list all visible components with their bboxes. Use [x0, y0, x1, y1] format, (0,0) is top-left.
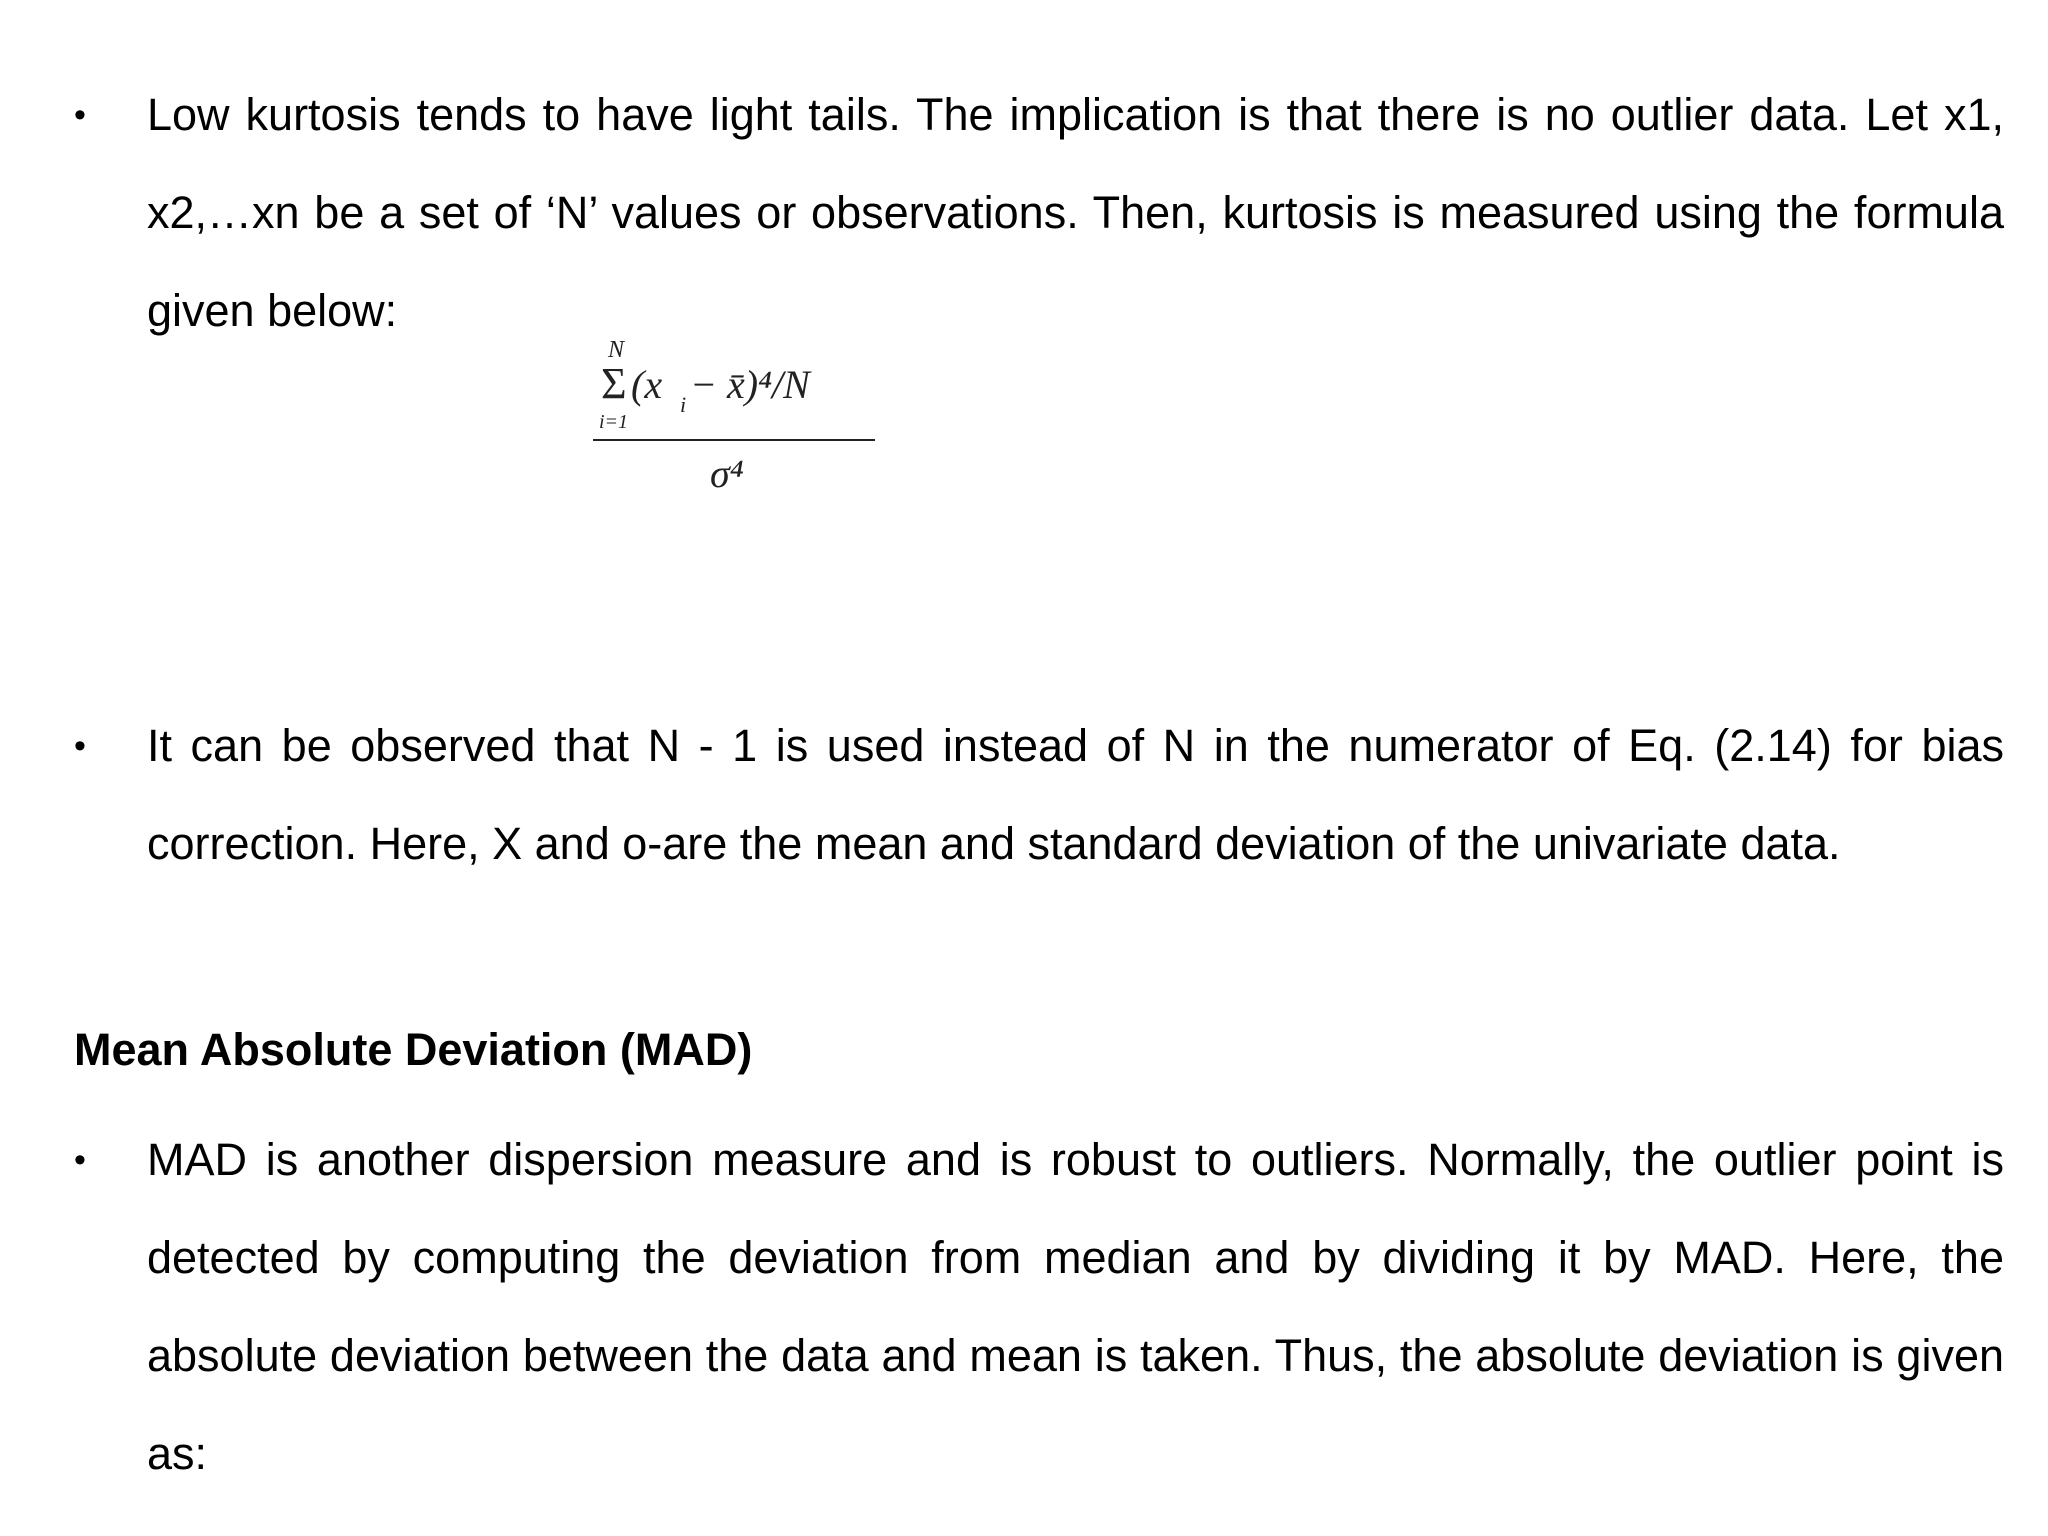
kurtosis-formula — [575, 300, 905, 500]
formula-denominator: σ⁴ — [710, 451, 744, 496]
bullet-text: Low kurtosis tends to have light tails. The implication is that there is no outlier data. Let x1, x2,…xn be a set of ‘N’ values or observations. Then, kurtosis is measured using the formula given below: — [147, 89, 2004, 336]
bullet-text: It can be observed that N - 1 is used instead of N in the numerator of Eq. (2.14) for bias correction. Here, X and o-are the mean and standard deviation of the univariate data. — [147, 720, 2004, 869]
formula-mean-term: − x̄)⁴/N — [690, 362, 810, 407]
bullet-marker: • — [74, 727, 86, 765]
bullet-text: MAD is another dispersion measure and is robust to outliers. Normally, the outlier point is detected by computing the deviation from median and by dividing it by MAD. Here, the absolute deviation between the data and mean is taken. Thus, the absolute deviation is given as: — [147, 1134, 2004, 1479]
formula-subscript-i: i — [680, 392, 687, 417]
bullet-marker: • — [74, 1141, 86, 1179]
formula-upper-limit: N — [608, 337, 625, 363]
section-heading: Mean Absolute Deviation (MAD) — [74, 1024, 753, 1075]
bullet-marker: • — [74, 96, 86, 134]
formula-lower-limit: i=1 — [599, 411, 629, 433]
formula-numerator-body: (x — [631, 362, 663, 407]
formula-sum-symbol: Σ — [601, 359, 627, 408]
